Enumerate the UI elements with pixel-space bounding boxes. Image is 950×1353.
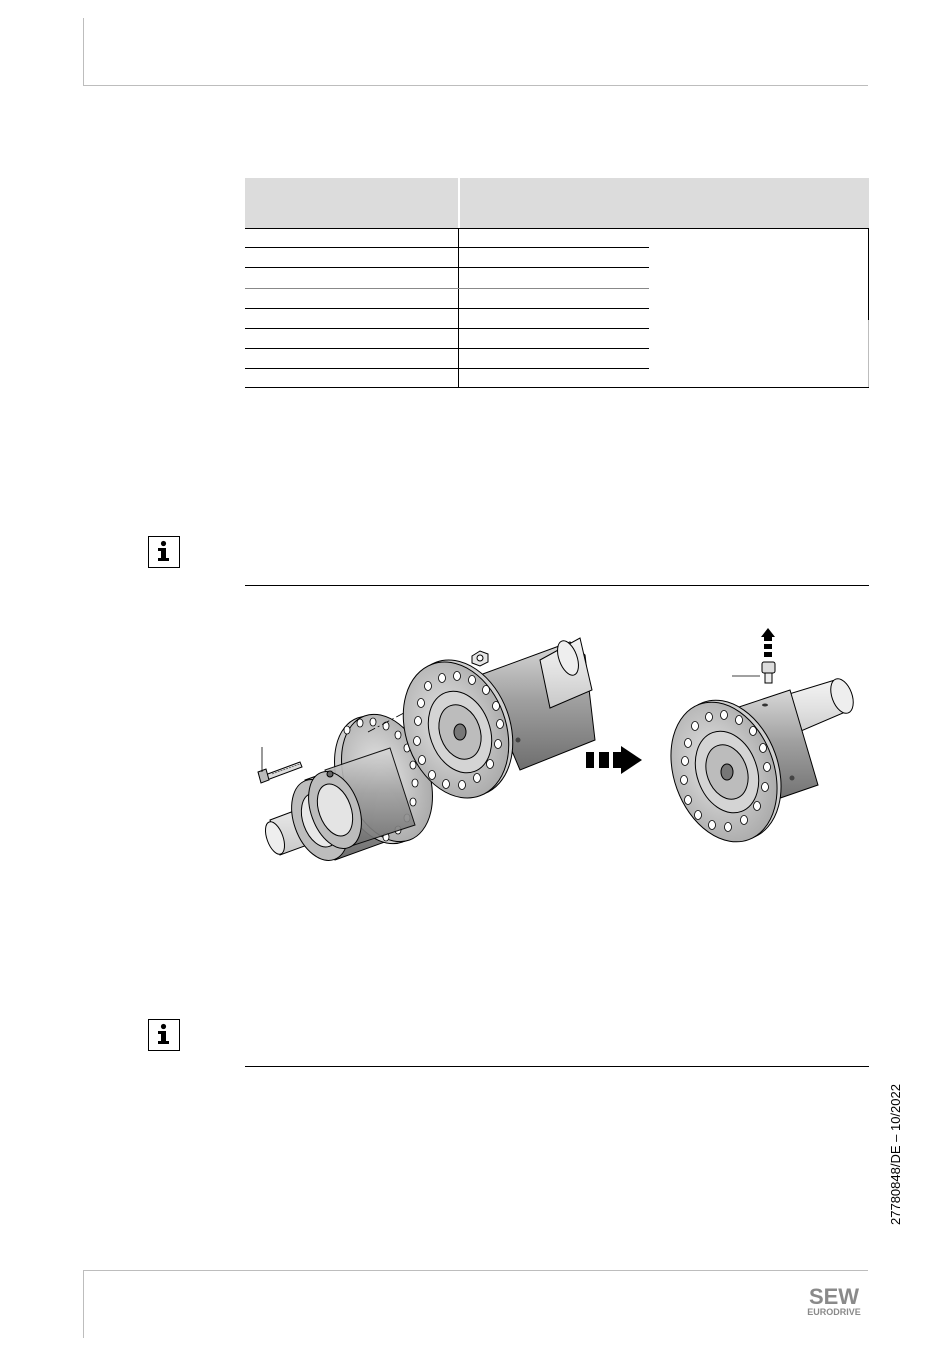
note-rule	[245, 585, 869, 586]
table-row	[245, 328, 649, 329]
bolt-icon	[258, 747, 302, 783]
table-row	[245, 267, 649, 268]
svg-text:EURODRIVE: EURODRIVE	[807, 1307, 861, 1317]
arrow-up-icon	[761, 628, 775, 657]
table-row	[245, 228, 869, 229]
arrow-right-icon	[586, 746, 642, 774]
table-row	[245, 288, 649, 289]
set-screw-icon	[732, 662, 775, 683]
table-header	[245, 178, 869, 228]
table-row	[245, 308, 649, 309]
page-frame-left-bottom	[83, 1270, 84, 1338]
page-footer-rule	[83, 1270, 868, 1271]
spec-table	[245, 178, 869, 388]
document-number: 27780848/DE – 10/2022	[888, 1084, 903, 1225]
assembled-coupling	[652, 676, 857, 857]
coupling-assembly-figure	[250, 620, 865, 870]
sew-eurodrive-logo	[798, 1284, 870, 1318]
table-row	[245, 368, 649, 369]
info-icon	[148, 1019, 180, 1051]
table-row	[245, 348, 649, 349]
note-rule	[245, 1066, 869, 1067]
nut-icon	[472, 651, 488, 666]
page-frame-left-top	[83, 18, 84, 86]
page-header-rule	[83, 85, 868, 86]
svg-text:SEW: SEW	[808, 1284, 860, 1309]
info-icon	[148, 536, 180, 568]
table-row	[245, 247, 649, 248]
